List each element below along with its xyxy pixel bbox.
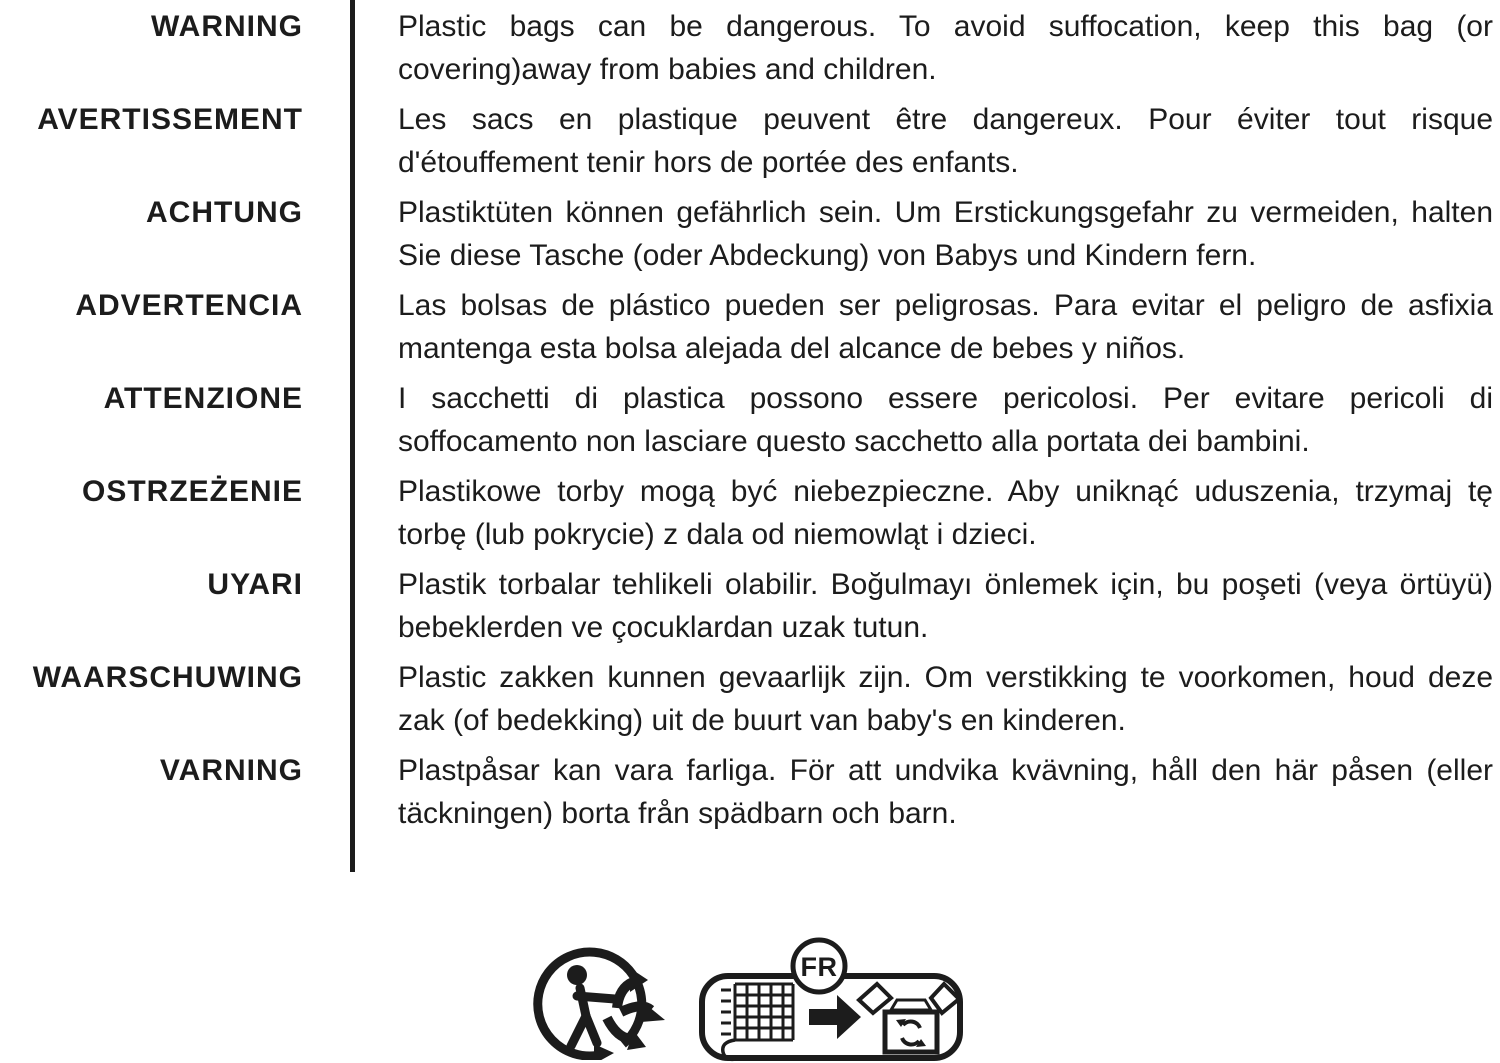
warning-row-it: [0, 377, 1500, 463]
warning-text: Plastik torbalar tehlikeli olabilir. Boğulmayı önlemek için, bu poşeti (veya örtüyü) bebeklerden ve çocuklardan uzak tutun.: [398, 568, 1493, 644]
warning-row-nl: [0, 656, 1500, 742]
warning-language-label: ACHTUNG: [146, 196, 303, 229]
warning-row-tr: [0, 563, 1500, 649]
warning-language-label: ADVERTENCIA: [75, 289, 303, 322]
fr-badge: [793, 940, 845, 992]
warning-language-label: AVERTISSEMENT: [37, 103, 303, 136]
warning-row-fr: [0, 98, 1500, 184]
warning-text: Plastpåsar kan vara farliga. För att undvika kvävning, håll den här påsen (eller täckningen) borta från spädbarn och barn.: [398, 754, 1493, 830]
warning-language-label: WARNING: [151, 10, 303, 43]
fr-badge-label: FR: [800, 952, 838, 982]
warning-row-en: [0, 5, 1500, 91]
warning-text: Plastic bags can be dangerous. To avoid suffocation, keep this bag (or covering)away from babies and children.: [398, 10, 1493, 86]
warning-row-de: [0, 191, 1500, 277]
warning-text: Les sacs en plastique peuvent être dangereux. Pour éviter tout risque d'étouffement tenir hors de portée des enfants.: [398, 103, 1493, 179]
divider-line: [350, 0, 355, 872]
warning-language-label: VARNING: [159, 754, 303, 787]
recycling-icons-row: [0, 928, 1500, 1063]
warning-language-label: ATTENZIONE: [103, 382, 303, 415]
packaging-sorting-recycle-icon: [697, 928, 967, 1063]
warning-language-label: UYARI: [207, 568, 303, 601]
warning-text: Plastikowe torby mogą być niebezpieczne. Aby uniknąć uduszenia, trzymaj tę torbę (lub pokrycie) z dala od niemowląt i dzieci.: [398, 475, 1493, 551]
warning-text: I sacchetti di plastica possono essere pericolosi. Per evitare pericoli di soffocamento non lasciare questo sacchetto alla portata dei bambini.: [398, 382, 1493, 458]
warning-language-label: OSTRZEŻENIE: [81, 475, 303, 508]
triman-recycling-icon: [533, 946, 683, 1060]
warning-row-sv: [0, 749, 1500, 835]
warning-row-es: [0, 284, 1500, 370]
warning-text: Plastiktüten können gefährlich sein. Um Erstickungsgefahr zu vermeiden, halten Sie diese Tasche (oder Abdeckung) von Babys und Kindern fern.: [398, 196, 1493, 272]
warning-row-pl: [0, 470, 1500, 556]
warning-text: Las bolsas de plástico pueden ser peligrosas. Para evitar el peligro de asfixia mantenga esta bolsa alejada del alcance de bebes y niños.: [398, 289, 1493, 365]
warning-text: Plastic zakken kunnen gevaarlijk zijn. Om verstikking te voorkomen, houd deze zak (of bedekking) uit de buurt van baby's en kinderen.: [398, 661, 1493, 737]
warning-language-label: WAARSCHUWING: [32, 661, 303, 694]
